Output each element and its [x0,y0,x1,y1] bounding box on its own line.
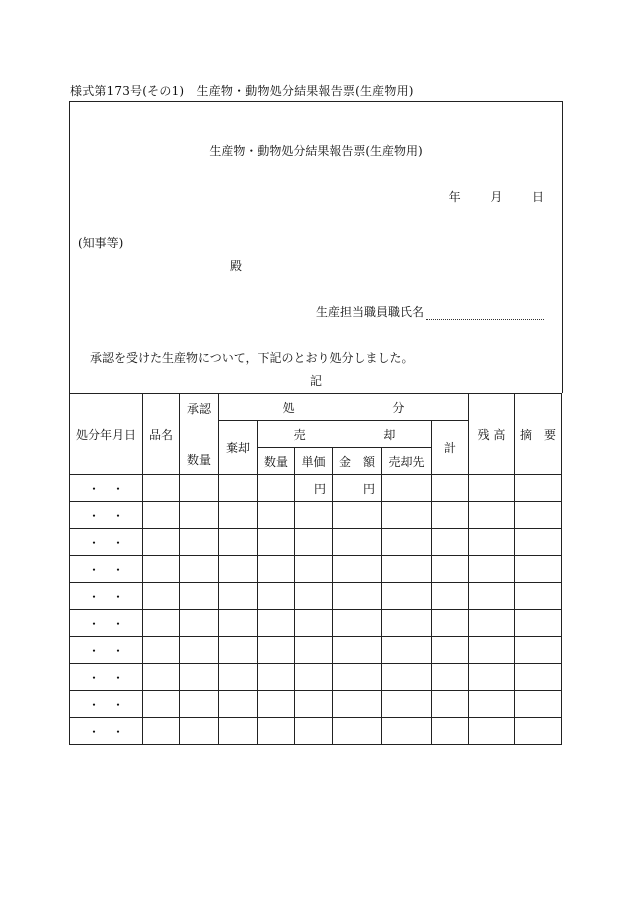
header-approved [180,394,219,475]
row-cell[interactable] [143,637,180,664]
statement-text: 承認を受けた生産物について，下記のとおり処分しました。 [90,351,414,365]
staff-label: 生産担当職員職氏名 [315,305,424,319]
row-date-cell[interactable]: ・ ・ [70,637,143,664]
row-date-cell[interactable]: ・ ・ [70,529,143,556]
row-cell[interactable] [469,637,515,664]
row-cell[interactable] [258,475,295,502]
row-cell[interactable] [382,583,432,610]
table-row [70,637,562,664]
row-cell[interactable] [219,691,258,718]
header-unit-price: 単価 [295,448,333,475]
header-quantity: 数量 [258,448,295,475]
row-cell[interactable] [180,610,219,637]
row-cell[interactable] [143,583,180,610]
row-cell[interactable] [219,475,258,502]
row-cell[interactable] [143,556,180,583]
row-cell[interactable] [432,475,469,502]
row-cell[interactable] [469,529,515,556]
row-cell[interactable] [432,529,469,556]
row-cell[interactable] [432,610,469,637]
table-row [70,502,562,529]
row-cell[interactable] [258,664,295,691]
row-unit-price-cell[interactable] [295,610,333,637]
row-cell[interactable] [432,664,469,691]
row-cell[interactable] [258,637,295,664]
row-amount-cell[interactable] [333,583,382,610]
row-cell[interactable] [515,664,562,691]
row-cell[interactable] [382,475,432,502]
row-cell[interactable] [219,556,258,583]
row-cell[interactable] [180,691,219,718]
row-cell[interactable] [469,502,515,529]
table-row [70,664,562,691]
header-remarks: 摘 要 [515,394,562,475]
ki-label: 記 [309,374,322,388]
row-cell[interactable] [515,556,562,583]
header-total: 計 [432,421,469,475]
table-row [70,529,562,556]
row-cell[interactable] [258,691,295,718]
row-unit-price-cell[interactable] [295,556,333,583]
row-cell[interactable] [180,475,219,502]
row-cell[interactable] [143,475,180,502]
row-cell[interactable] [143,664,180,691]
row-cell[interactable] [143,502,180,529]
row-cell[interactable] [382,610,432,637]
row-unit-price-cell[interactable] [295,718,333,745]
header-discard: 棄却 [219,421,258,475]
row-cell[interactable] [219,502,258,529]
row-cell[interactable] [515,691,562,718]
row-amount-cell[interactable] [333,529,382,556]
addressee: (知事等) [78,236,124,250]
row-date-cell[interactable]: ・ ・ [70,664,143,691]
row-unit-price-cell[interactable] [295,691,333,718]
row-cell[interactable] [382,664,432,691]
row-cell[interactable] [219,610,258,637]
row-unit-price-cell[interactable] [295,664,333,691]
header-remaining: 残 高 [469,394,515,475]
table-row [70,610,562,637]
row-cell[interactable] [469,475,515,502]
row-unit-price-cell[interactable] [295,502,333,529]
addressee-honorific: 殿 [230,259,243,273]
row-cell[interactable] [143,691,180,718]
row-date-cell[interactable]: ・ ・ [70,502,143,529]
row-cell[interactable] [432,718,469,745]
row-cell[interactable] [382,718,432,745]
row-cell[interactable] [469,610,515,637]
row-cell[interactable] [143,529,180,556]
row-cell[interactable] [382,529,432,556]
row-cell[interactable] [143,718,180,745]
row-cell[interactable] [219,529,258,556]
header-sale-left: 売 [293,427,306,442]
row-unit-price-cell[interactable] [295,637,333,664]
date-line [449,188,544,205]
row-unit-price-cell[interactable] [295,529,333,556]
disposal-table [69,393,562,745]
row-cell[interactable] [432,637,469,664]
staff-name-line [316,303,544,320]
row-cell[interactable] [469,718,515,745]
row-cell[interactable] [469,583,515,610]
row-amount-cell[interactable] [333,610,382,637]
row-cell[interactable] [515,637,562,664]
row-cell[interactable] [515,529,562,556]
row-amount-cell[interactable]: 円 [333,475,382,502]
row-cell[interactable] [515,502,562,529]
row-amount-cell[interactable] [333,637,382,664]
row-cell[interactable] [180,718,219,745]
row-amount-cell[interactable] [333,502,382,529]
row-amount-cell[interactable] [333,664,382,691]
row-cell[interactable] [515,475,562,502]
row-cell[interactable] [143,610,180,637]
header-disposal-left: 処 [282,400,295,415]
header-disposal-right: 分 [392,400,405,415]
report-header-frame [69,101,563,393]
row-cell[interactable] [469,691,515,718]
month-label: 月 [490,190,503,204]
row-date-cell[interactable]: ・ ・ [70,610,143,637]
row-cell[interactable] [180,529,219,556]
header-approved-bottom: 数量 [186,453,211,467]
row-cell[interactable] [382,556,432,583]
row-cell[interactable] [258,529,295,556]
row-cell[interactable] [469,664,515,691]
day-label: 日 [531,190,544,204]
row-cell[interactable] [515,583,562,610]
row-cell[interactable] [515,610,562,637]
header-sale [258,421,432,448]
table-row [70,718,562,745]
row-date-cell[interactable]: ・ ・ [70,718,143,745]
header-approved-top: 承認 [186,402,211,416]
header-disposal [219,394,469,421]
row-cell[interactable] [258,502,295,529]
row-cell[interactable] [219,583,258,610]
row-cell[interactable] [432,556,469,583]
row-cell[interactable] [180,637,219,664]
row-date-cell[interactable]: ・ ・ [70,475,143,502]
row-cell[interactable] [469,556,515,583]
row-cell[interactable] [515,718,562,745]
row-cell[interactable] [258,583,295,610]
row-cell[interactable] [258,718,295,745]
table-row [70,691,562,718]
header-amount: 金 額 [333,448,382,475]
row-cell[interactable] [219,664,258,691]
table-row [70,583,562,610]
row-cell[interactable] [432,583,469,610]
row-date-cell[interactable]: ・ ・ [70,556,143,583]
form-title: 生産物・動物処分結果報告票(生産物用) [209,144,423,158]
row-unit-price-cell[interactable]: 円 [295,475,333,502]
header-buyer: 売却先 [382,448,432,475]
row-cell[interactable] [432,691,469,718]
row-cell[interactable] [180,502,219,529]
row-cell[interactable] [180,583,219,610]
staff-name-field[interactable] [426,307,544,320]
row-date-cell[interactable]: ・ ・ [70,583,143,610]
row-unit-price-cell[interactable] [295,583,333,610]
row-cell[interactable] [432,502,469,529]
form-caption: 様式第173号(その1) 生産物・動物処分結果報告票(生産物用) [70,84,414,98]
table-row [70,475,562,502]
row-amount-cell[interactable] [333,691,382,718]
row-date-cell[interactable]: ・ ・ [70,691,143,718]
row-cell[interactable] [382,502,432,529]
row-cell[interactable] [382,691,432,718]
row-cell[interactable] [180,556,219,583]
header-item: 品名 [143,394,180,475]
row-amount-cell[interactable] [333,556,382,583]
header-sale-right: 却 [383,427,396,442]
row-cell[interactable] [258,610,295,637]
row-cell[interactable] [258,556,295,583]
year-label: 年 [448,190,461,204]
row-cell[interactable] [219,637,258,664]
row-cell[interactable] [382,637,432,664]
table-row [70,556,562,583]
row-cell[interactable] [219,718,258,745]
header-date: 処分年月日 [70,394,143,475]
row-cell[interactable] [180,664,219,691]
row-amount-cell[interactable] [333,718,382,745]
